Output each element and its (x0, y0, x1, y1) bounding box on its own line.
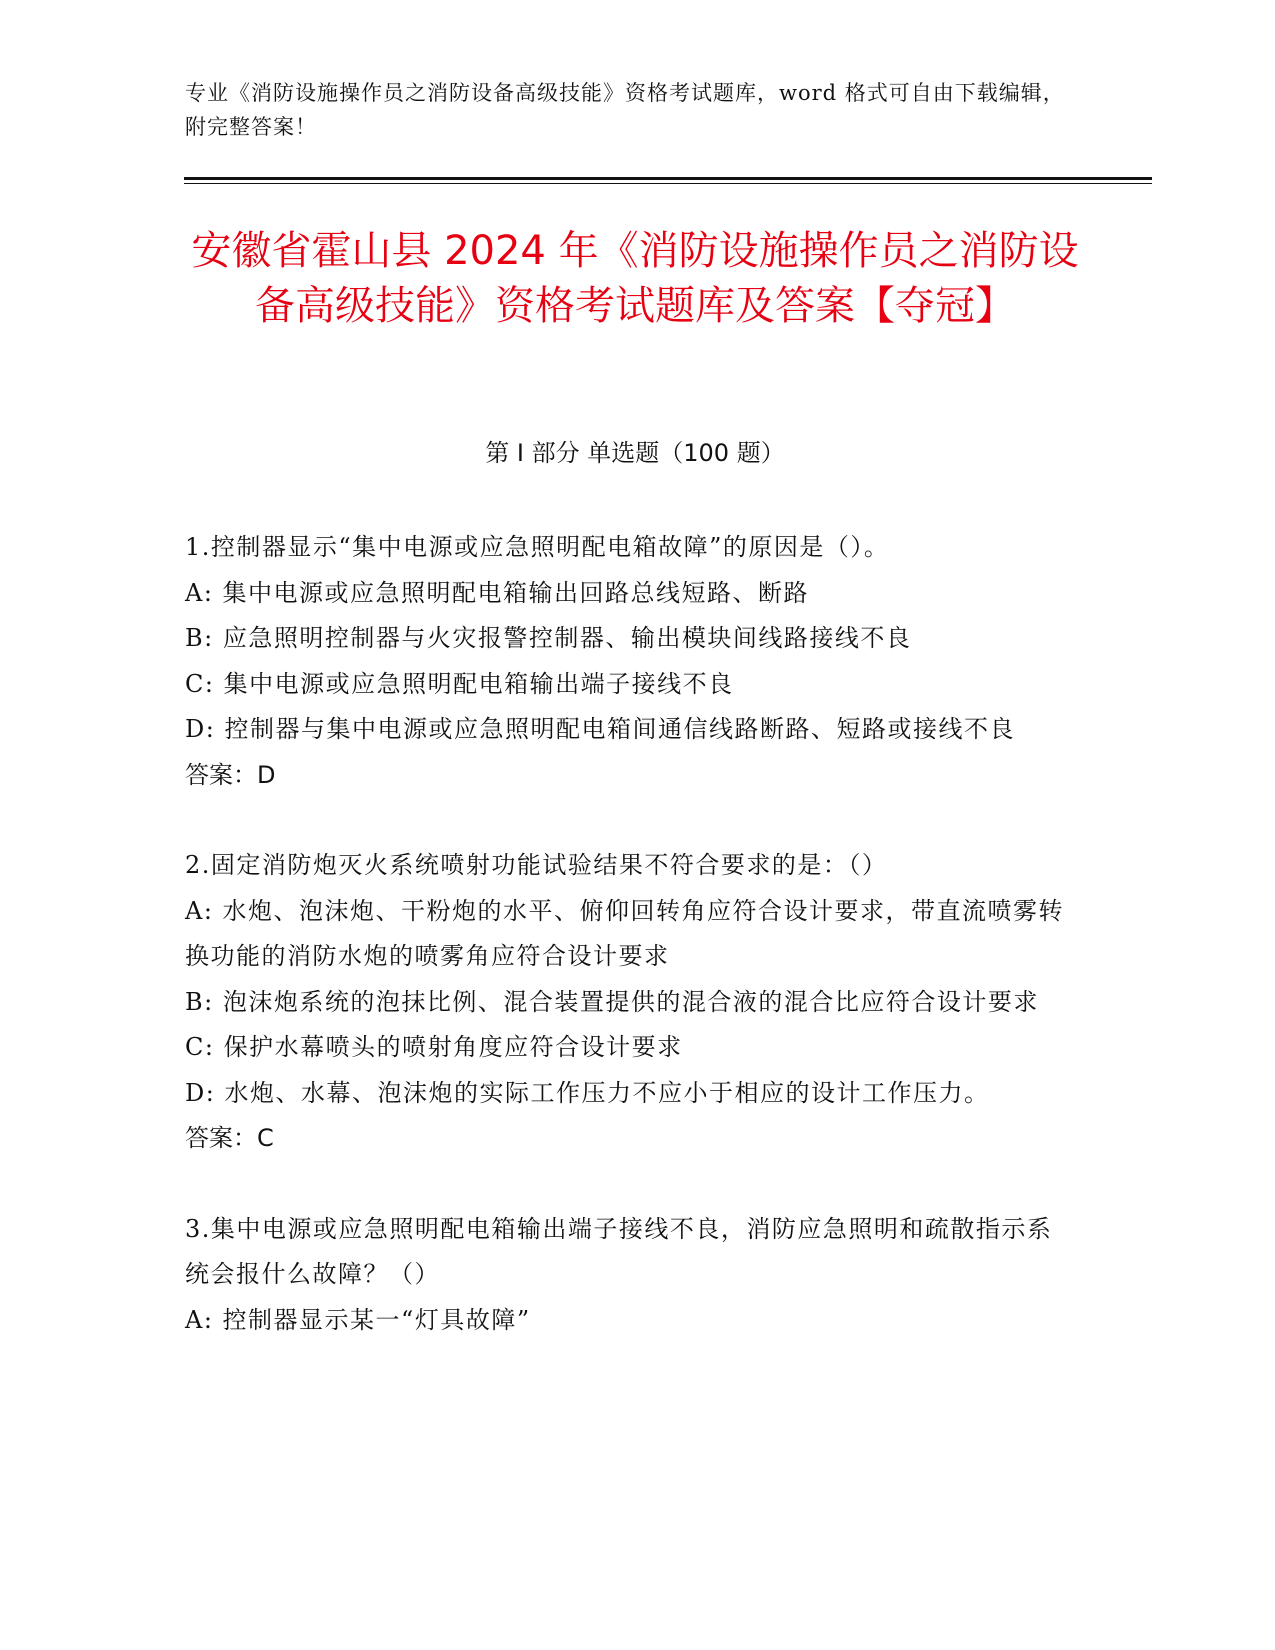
option-a: A: 集中电源或应急照明配电箱输出回路总线短路、断路 (185, 578, 810, 607)
question-stem: 2.固定消防炮灭火系统喷射功能试验结果不符合要求的是：（） (185, 851, 888, 879)
question-3 (185, 1207, 1065, 1344)
section-heading: 第 I 部分 单选题（100 题） (485, 439, 785, 467)
option-a: A: 控制器显示某一“灯具故障” (185, 1305, 531, 1334)
question-list (185, 525, 1065, 1388)
option-c: C: 保护水幕喷头的喷射角度应符合设计要求 (185, 1033, 683, 1061)
question-1 (185, 525, 1065, 798)
header-divider-thick (184, 177, 1152, 180)
header-note: 专业《消防设施操作员之消防设备高级技能》资格考试题库，word 格式可自由下载编辑，附完整答案！ (185, 81, 1065, 139)
option-b: B: 泡沫炮系统的泡抹比例、混合装置提供的混合液的混合比应符合设计要求 (185, 987, 1039, 1016)
question-stem: 1.控制器显示“集中电源或应急照明配电箱故障”的原因是（）。 (185, 533, 890, 561)
document-title: 安徽省霍山县 2024 年《消防设施操作员之消防设备高级技能》资格考试题库及答案【夺冠】 (191, 228, 1079, 329)
header-divider-thin (184, 183, 1152, 184)
option-c: C: 集中电源或应急照明配电箱输出端子接线不良 (185, 669, 734, 698)
option-d: D: 控制器与集中电源或应急照明配电箱间通信线路断路、短路或接线不良 (185, 715, 1015, 743)
question-stem: 3.集中电源或应急照明配电箱输出端子接线不良，消防应急照明和疏散指示系统会报什么故障？（） (185, 1214, 1053, 1288)
answer-line: 答案：D (185, 760, 276, 789)
option-d: D: 水炮、水幕、泡沫炮的实际工作压力不应小于相应的设计工作压力。 (185, 1078, 990, 1107)
answer-line: 答案：C (185, 1124, 274, 1152)
question-2 (185, 843, 1065, 1162)
option-b: B: 应急照明控制器与火灾报警控制器、输出模块间线路接线不良 (185, 624, 912, 652)
option-a: A: 水炮、泡沫炮、干粉炮的水平、俯仰回转角应符合设计要求，带直流喷雾转换功能的消防水炮的喷雾角应符合设计要求 (185, 896, 1065, 970)
